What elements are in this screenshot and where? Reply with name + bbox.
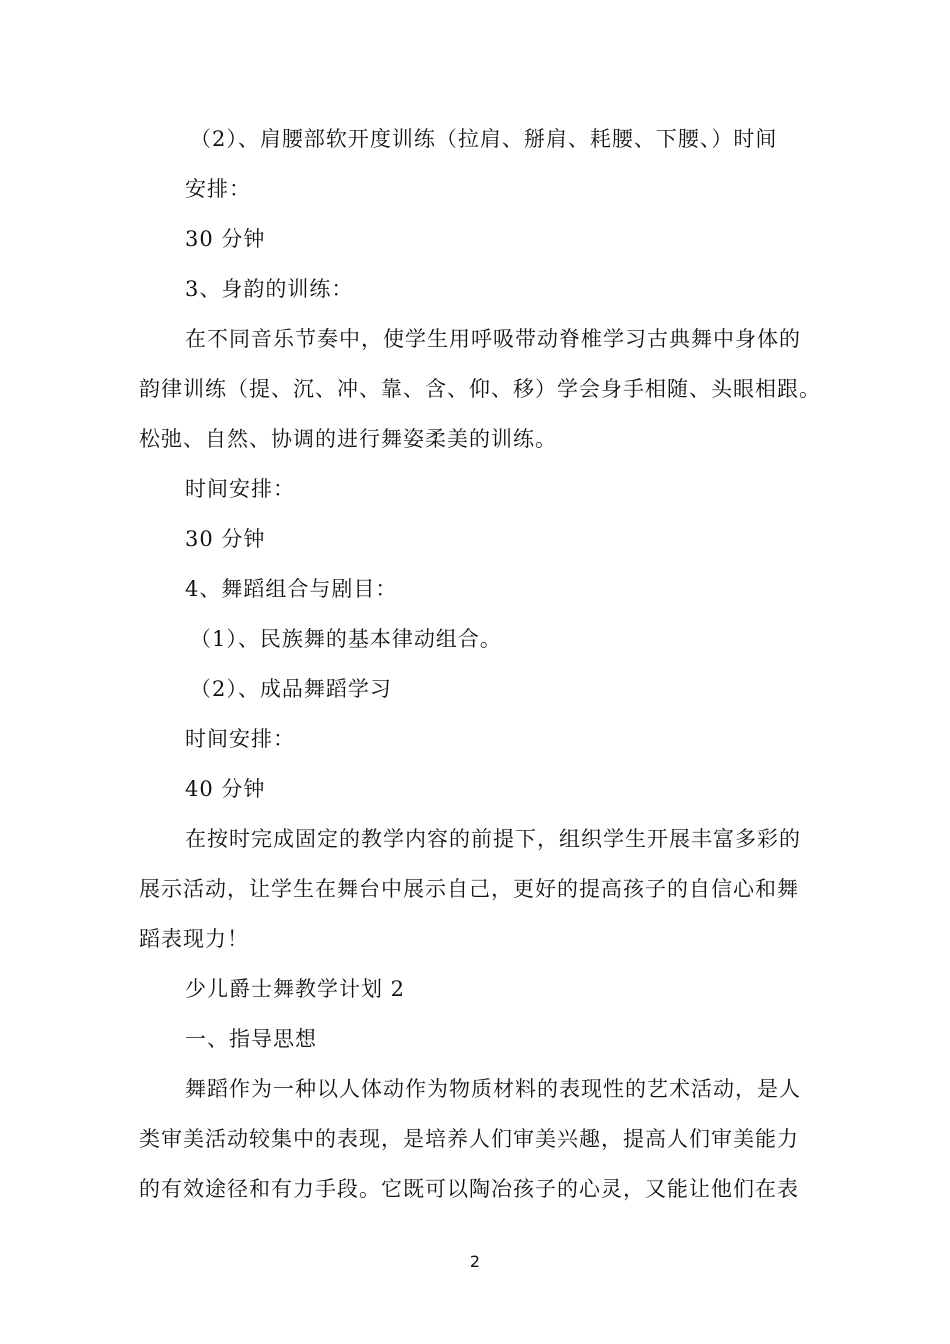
text-line: 韵律训练（提、沉、冲、靠、含、仰、移）学会身手相随、头眼相跟。 — [139, 377, 821, 401]
section-title: 少儿爵士舞教学计划 2 — [185, 977, 406, 1001]
text-line: 类审美活动较集中的表现，是培养人们审美兴趣，提高人们审美能力 — [139, 1127, 799, 1151]
section-heading: 一、指导思想 — [185, 1027, 317, 1051]
text-line: 30 分钟 — [185, 227, 266, 251]
text-line: 松弛、自然、协调的进行舞姿柔美的训练。 — [139, 427, 557, 451]
text-line: 4、舞蹈组合与剧目： — [185, 577, 398, 601]
text-line: （2）、肩腰部软开度训练（拉肩、掰肩、耗腰、下腰、）时间 — [190, 127, 778, 151]
text-line: 的有效途径和有力手段。它既可以陶冶孩子的心灵，又能让他们在表 — [139, 1177, 799, 1201]
text-line: 3、身韵的训练： — [185, 277, 354, 301]
text-line: 时间安排： — [185, 477, 295, 501]
text-line: 在按时完成固定的教学内容的前提下，组织学生开展丰富多彩的 — [185, 827, 801, 851]
text-line: 40 分钟 — [185, 777, 266, 801]
text-line: （1）、民族舞的基本律动组合。 — [190, 627, 502, 651]
text-line: 时间安排： — [185, 727, 295, 751]
page-number: 2 — [469, 1252, 481, 1271]
text-line: 30 分钟 — [185, 527, 266, 551]
text-line: 安排： — [185, 177, 251, 201]
text-line: 蹈表现力！ — [139, 927, 249, 951]
text-line: （2）、成品舞蹈学习 — [190, 677, 392, 701]
text-line: 在不同音乐节奏中，使学生用呼吸带动脊椎学习古典舞中身体的 — [185, 327, 801, 351]
text-line: 展示活动，让学生在舞台中展示自己，更好的提高孩子的自信心和舞 — [139, 877, 799, 901]
text-line: 舞蹈作为一种以人体动作为物质材料的表现性的艺术活动，是人 — [185, 1077, 801, 1101]
